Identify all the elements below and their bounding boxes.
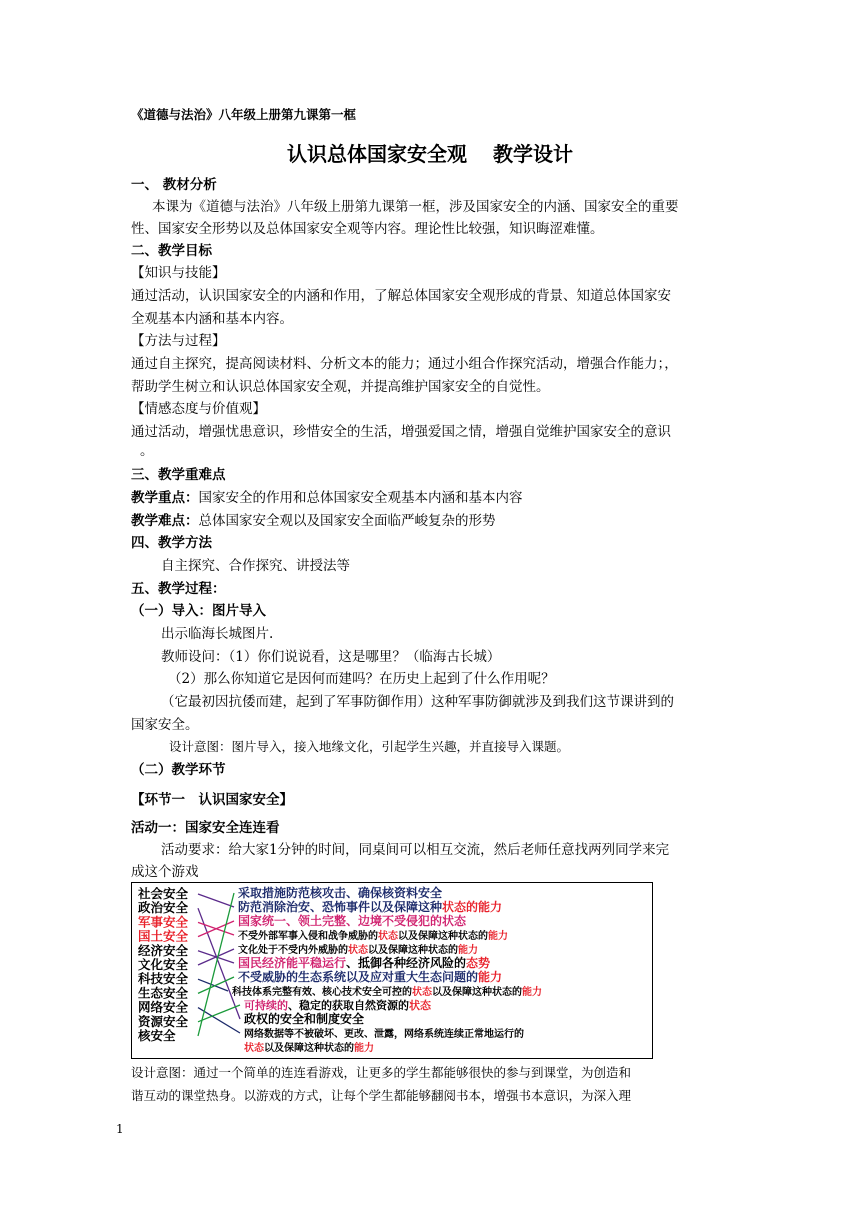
paragraph: 活动要求：给大家1分钟的时间，同桌间可以相互交流，然后老师任意找两列同学来完 — [161, 842, 670, 858]
paragraph: （它最初因抗倭而建，起到了军事防御作用）这种军事防御就涉及到我们这节课讲到的 — [161, 694, 674, 710]
matching-game-figure — [131, 882, 653, 1059]
page-number: 1 — [116, 1122, 124, 1136]
key-label: 教学重点： — [131, 490, 199, 506]
section-3-heading: 三、教学重难点 — [131, 467, 226, 483]
right-description: 国民经济能平稳运行、抵御各种经济风险的态势 — [238, 956, 491, 970]
left-term: 国土安全 — [138, 928, 189, 944]
paragraph: 自主探究、合作探究、讲授法等 — [161, 558, 350, 574]
left-term: 核安全 — [138, 1028, 176, 1043]
left-term: 政治安全 — [138, 900, 189, 916]
course-line: 《道德与法治》八年级上册第九课第一框 — [131, 107, 357, 122]
difficult-text: 总体国家安全观以及国家安全面临严峻复杂的形势 — [198, 513, 496, 529]
right-description: 科技体系完整有效、核心技术安全可控的状态以及保障这种状态的能力 — [232, 987, 542, 998]
right-description: 不受威胁的生态系统以及应对重大生态问题的能力 — [238, 970, 503, 984]
left-term: 科技安全 — [138, 971, 189, 987]
section-4-heading: 四、教学方法 — [131, 535, 212, 551]
right-description: 文化处于不受内外威胁的状态以及保障这种状态的能力 — [238, 945, 478, 956]
left-term: 文化安全 — [138, 957, 189, 972]
subheading: 【情感态度与价值观】 — [131, 401, 266, 417]
difficult-point — [131, 512, 496, 530]
paragraph: 通过自主探究，提高阅读材料、分析文本的能力；通过小组合作探究活动，增强合作能力；， — [131, 356, 678, 372]
paragraph: 全观基本内涵和基本内容。 — [131, 311, 293, 327]
subheading: 【方法与过程】 — [131, 333, 226, 349]
key-text: 国家安全的作用和总体国家安全观基本内涵和基本内容 — [198, 490, 523, 506]
key-point — [131, 489, 523, 507]
right-description: 防范消除治安、恐怖事件以及保障这种状态的能力 — [238, 900, 503, 914]
subheading: 【环节一 认识国家安全】 — [131, 792, 293, 808]
right-description: 国家统一、领土完整、边境不受侵犯的状态 — [238, 914, 467, 928]
title-suffix: 教学设计 — [493, 142, 573, 166]
difficult-label: 教学难点： — [131, 513, 199, 529]
section-5-heading: 五、教学过程： — [131, 581, 226, 597]
paragraph: 帮助学生树立和认识总体国家安全观，并提高维护国家安全的自觉性。 — [131, 379, 550, 395]
left-term: 网络安全 — [138, 999, 189, 1015]
right-description: 网络数据等不被破坏、更改、泄露，网络系统连续正常地运行的 — [244, 1029, 524, 1040]
right-description: 不受外部军事入侵和战争威胁的状态以及保障这种状态的能力 — [238, 931, 508, 942]
paragraph: 教师设问：（1）你们说说看，这是哪里？（临海古长城） — [161, 649, 501, 665]
design-note: 设计意图：图片导入，接入地缘文化，引起学生兴趣，并直接导入课题。 — [169, 739, 570, 754]
paragraph: 通过活动，认识国家安全的内涵和作用，了解总体国家安全观形成的背景、知道总体国家安 — [131, 288, 671, 304]
paragraph: 。 — [140, 443, 154, 459]
right-description: 政权的安全和制度安全 — [244, 1012, 365, 1026]
left-term: 生态安全 — [138, 985, 189, 1001]
paragraph: 成这个游戏 — [131, 864, 199, 880]
left-term: 军事安全 — [138, 914, 189, 930]
subheading: （一）导入：图片导入 — [131, 603, 266, 619]
paragraph: 国家安全。 — [131, 717, 199, 733]
paragraph: 本课为《道德与法治》八年级上册第九课第一框，涉及国家安全的内涵、国家安全的重要 — [152, 199, 679, 215]
connector-line — [198, 977, 234, 993]
page-title — [0, 138, 860, 167]
left-term: 经济安全 — [138, 942, 189, 958]
right-description: 可持续的、稳定的获取自然资源的状态 — [244, 999, 431, 1012]
design-note: 谐互动的课堂热身。以游戏的方式，让每个学生都能够翻阅书本，增强书本意识，为深入理 — [131, 1088, 632, 1103]
right-description: 状态以及保障这种状态的能力 — [244, 1043, 374, 1054]
paragraph: 性、国家安全形势以及总体国家安全观等内容。理论性比较强，知识晦涩难懂。 — [131, 221, 604, 237]
subheading: 【知识与技能】 — [131, 265, 226, 281]
paragraph: （2）那么你知道它是因何而建吗？在历史上起到了什么作用呢？ — [168, 671, 555, 687]
subheading: （二）教学环节 — [131, 762, 226, 778]
section-2-heading: 二、教学目标 — [131, 243, 212, 259]
design-note: 设计意图：通过一个简单的连连看游戏，让更多的学生都能够很快的参与到课堂，为创造和 — [131, 1065, 632, 1080]
section-1-heading: 一、 教材分析 — [131, 177, 217, 193]
paragraph: 通过活动，增强忧患意识，珍惜安全的生活，增强爱国之情，增强自觉维护国家安全的意识 — [131, 424, 671, 440]
connector-line — [198, 979, 228, 991]
matching-diagram — [132, 883, 652, 1058]
paragraph: 出示临海长城图片. — [161, 626, 274, 642]
left-term: 资源安全 — [138, 1013, 189, 1029]
left-term: 社会安全 — [138, 886, 189, 901]
title-main: 认识总体国家安全观 — [287, 142, 467, 166]
subheading: 活动一：国家安全连连看 — [131, 820, 280, 836]
right-description: 采取措施防范核攻击、确保核资料安全 — [238, 886, 443, 900]
connector-line — [198, 894, 234, 907]
